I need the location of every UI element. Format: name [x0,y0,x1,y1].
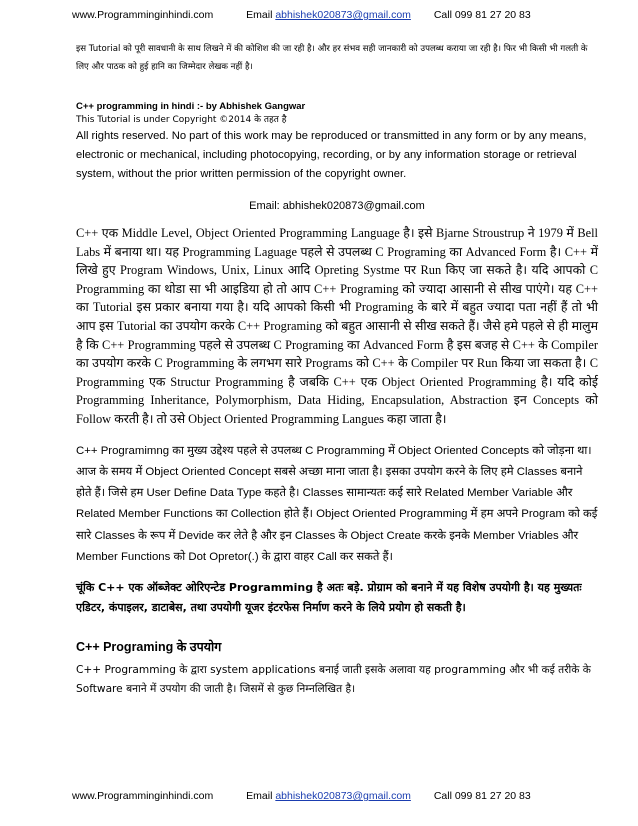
usage-summary-paragraph: चूंकि C++ एक ऑब्जेक्ट ओरिएन्टेड Programming है अतः बड़े. प्रोग्राम को बनाने में यह विशेष उपयोगी है। यह मुख्यतः एडिटर, कंपाइलर, डाटाबेस, तथा उपयोगी यूजर इंटरफेस निर्माण करने के लिये प्रयोग हो सकती है। [76,581,582,615]
copyright-title: C++ programming in hindi :- by Abhishek Gangwar [76,101,306,112]
footer-email-label: Email [246,790,273,802]
page-header [72,9,598,21]
footer-email-link[interactable]: abhishek020873@gmail.com [275,790,411,802]
footer-call: Call 099 81 27 20 83 [433,790,531,802]
rights-text: All rights reserved. No part of this work may be reproduced or transmitted in any form or by any means, electronic or mechanical, including photocopying, recording, or by any information storage or retrieval system, without the prior written permission of the copyright owner. [76,130,587,180]
disclaimer-text: इस Tutorial को पूरी सावधानी के साथ लिखने में की कोशिश की जा रही है। और हर संभव सही जानकारी को उपलब्ध कराया जा रही है। फिर भी किसी भी गलती के लिए और पाठक को हुई हानि का जिम्मेदार लेखक नहीं है। [76,44,588,72]
copyright-subtitle: This Tutorial is under Copyright ©2014 के तहत है [76,115,287,125]
header-call: Call 099 81 27 20 83 [433,9,531,21]
page-footer [72,790,598,802]
section-heading: C++ Programing के उपयोग [76,640,222,655]
header-email-label: Email [246,9,273,21]
intro-paragraph: C++ एक Middle Level, Object Oriented Programming Language है। इसे Bjarne Stroustrup ने 1979 में Bell Labs में बनाया था। यह Programming Laguage पहले से उपलब्ध C Programing का Advanced Form है। C++ में लिखे हुए Program Windows, Unix, Linux आदि Opreting Systme पर Run किए जा सकते है। यदि आपको C Programming का थोडा सा भी आइडिया हो तो आप C++ Programing को ज्यादा आसानी से सीख पाएंगे। यह C++ का Tutorial इस प्रकार बनाया गया है। यदि आपको किसी भी Programing के बारे में बहुत ज्यादा पता नहीं हैं तो भी आप इस Tutorial का उपयोग करके C++ Programing को बहुत आसानी से सीख सकते हैं। जैसे हमे पहले से ही मालुम है कि C++ Programming पहले से उपलब्ध C Programing का Advanced Form है इस बजह से C++ के Compiler का उपयोग करके C Programming के लगभग सारे Programs को C++ के Compiler पर Run किया जा सकता है। C Programming एक Structur Programming है जबकि C++ एक Object Oriented Programming है। यदि कोई Programming Inheritance, Polymorphism, Data Hiding, Encapsulation, Abstraction इन Concepts को Follow करती है। तो उसे Object Oriented Programming Langues कहा जाता है। [76,226,598,426]
page-body [76,40,598,699]
header-site: www.Programminginhindi.com [72,9,214,21]
purpose-paragraph: C++ Programimng का मुख्य उद्देश्य पहले से उपलब्ध C Programming में Object Oriented Concepts को जोड़ना था। आज के समय में Object Oriented Concept सबसे अच्छा माना जाता है। इसका उपयोग करने के लिए हमे Classes बनाने होते हैं। जिसे हम User Define Data Type कहते है। Classes सामान्यतः कई सारे Related Member Variable और Related Member Functions का Collection होते हैं। Object Oriented Programming में हम अपने Program को कई सारे Classes के रूप में Devide कर लेते है और इन Classes के Object Create करके इनके Member Vriables और Member Functions को Dot Opretor(.) के द्वारा वाहर Call कर सकते हैं। [76,444,598,564]
footer-site: www.Programminginhindi.com [72,790,214,802]
header-email-link[interactable]: abhishek020873@gmail.com [275,9,411,21]
contact-email-line: Email: abhishek020873@gmail.com [249,200,425,212]
uses-paragraph: C++ Programming के द्वारा system applications बनाई जाती इसके अलावा यह programming और भी कई तरीके के Software बनाने में उपयोग की जाती है। जिसमें से कुछ निम्नलिखित है। [76,664,591,696]
